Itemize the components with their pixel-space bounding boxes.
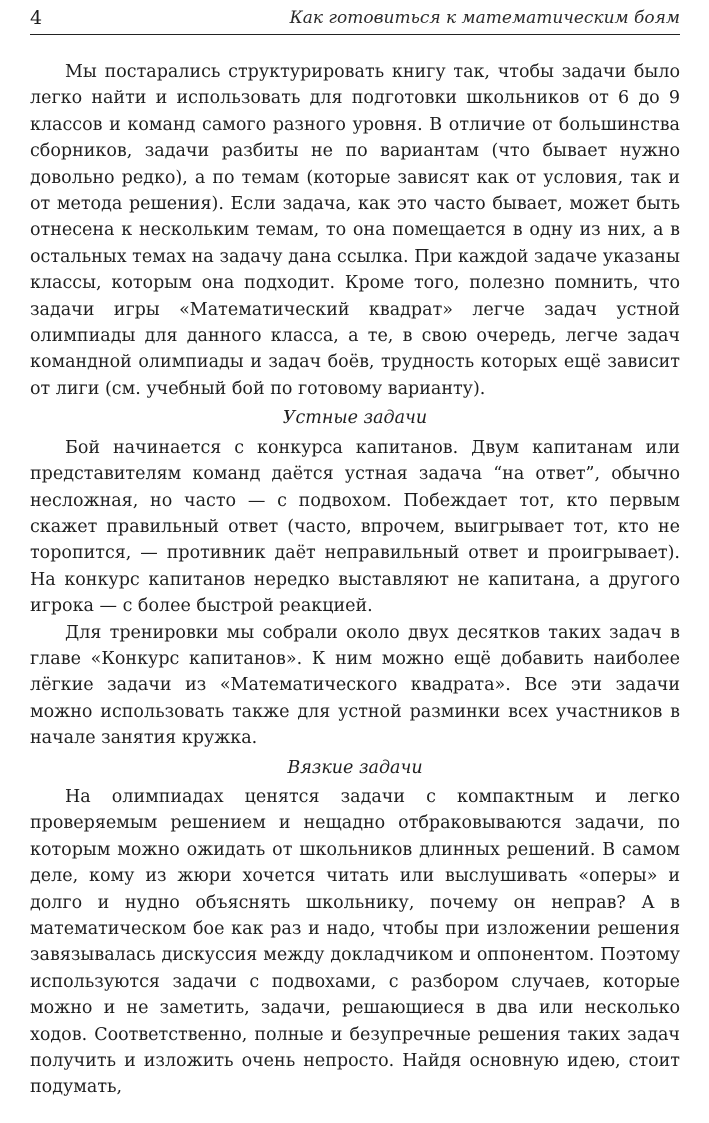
section-title-viscous-problems: Вязкие задачи [287, 757, 423, 778]
section-title-oral-problems: Устные задачи [282, 408, 428, 429]
oral-paragraph-1: Бой начинается с конкурса капитанов. Двум капитанам или представителям команд даётся устная задача “на ответ”, обычно несложная, но часто — с подвохом. Побеждает тот, кто первым скажет правильный ответ (часто, впрочем, выигрывает тот, кто не торопится, — противник даёт неправильный ответ и проигрывает). На конкурс капитанов нередко выставляют не капитана, а другого игрока — с более быстрой реакцией. [30, 437, 680, 617]
running-title: Как готовиться к математическим боям [289, 8, 680, 28]
header-rule [30, 34, 680, 35]
oral-paragraph-2: Для тренировки мы собрали около двух десятков таких задач в главе «Конкурс капитанов». К ним можно ещё добавить наиболее лёгкие задачи из «Математического квадрата». Все эти задачи можно использовать также для устной разминки всех участников в начале занятия кружка. [30, 622, 680, 749]
intro-paragraph: Мы постарались структурировать книгу так, чтобы задачи было легко найти и использовать для подготовки школьников от 6 до 9 классов и команд самого разного уровня. В отличие от большинства сборников, задачи разбиты не по вариантам (что бывает нужно довольно редко), а по темам (которые зависят как от условия, так и от метода решения). Если задача, как это часто бывает, может быть отнесена к нескольким темам, то она помещается в одну из них, а в остальных темах на задачу дана ссылка. При каждой задаче указаны классы, которым она подходит. Кроме того, полезно помнить, что задачи игры «Математический квадрат» легче задач устной олимпиады для данного класса, а те, в свою очередь, легче задач командной олимпиады и задач боёв, трудность которых ещё зависит от лиги (см. учебный бой по готовому варианту). [30, 62, 680, 399]
running-header [30, 5, 680, 33]
page-number: 4 [30, 7, 43, 29]
viscous-paragraph-1: На олимпиадах ценятся задачи с компактным и легко проверяемым решением и нещадно отбраковываются задачи, по которым можно ожидать от школьников длинных решений. В самом деле, кому из жюри хочется читать или выслушивать «оперы» и долго и нудно объяснять школьнику, почему он неправ? А в математическом бое как раз и надо, чтобы при изложении решения завязывалась дискуссия между докладчиком и оппонентом. Поэтому используются задачи с подвохами, с разбором случаев, которые можно и не заметить, задачи, решающиеся в два или несколько ходов. Соответственно, полные и безупречные решения таких задач получить и изложить очень непросто. Найдя основную идею, стоит подумать, [30, 786, 680, 1098]
page-body [30, 59, 680, 1101]
